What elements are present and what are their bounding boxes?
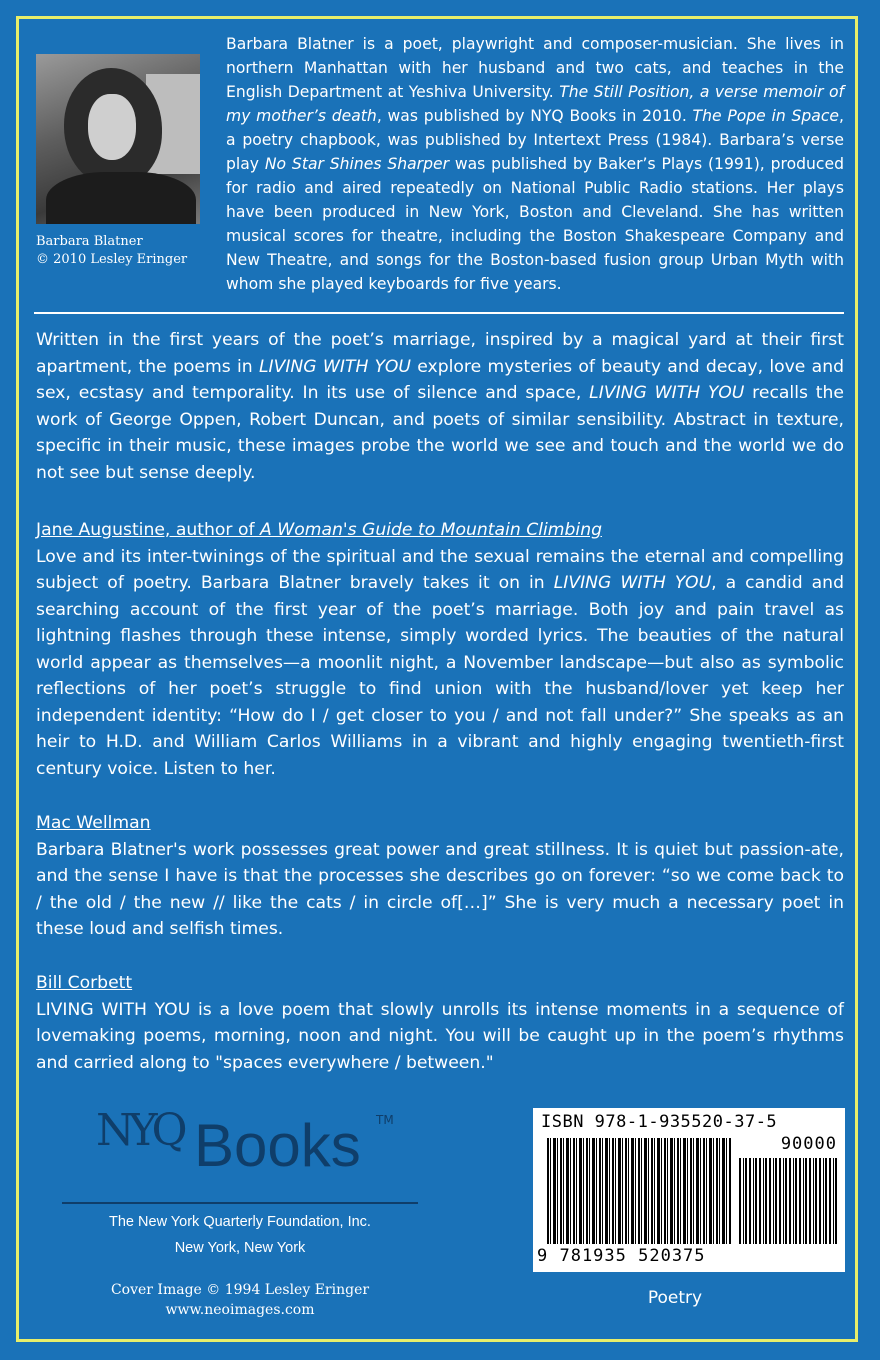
corbett-text: LIVING WITH YOU is a love poem that slowly unrolls its intense moments in a sequence of lovemaking poems, morning, noon and night. You will be caught up in the poem’s rhythms and carried along to "spaces everywhere / between." — [36, 999, 844, 1073]
cover-credit — [62, 1280, 418, 1320]
cover-image-credit: Cover Image © 1994 Lesley Eringer — [110, 1282, 370, 1298]
bio-text-3: , a poetry chapbook, was published by Intertext Press (1984). Barbara’s verse play — [226, 107, 844, 173]
bio-title-pope-in-space: The Pope in Space — [692, 107, 840, 125]
isbn-barcode — [533, 1108, 845, 1272]
logo-nyq-mark: NYQ — [96, 1105, 182, 1156]
photo-caption-credit: © 2010 Lesley Eringer — [36, 252, 188, 267]
description-text-3: recalls the work of George Oppen, Robert Duncan, and poets of similar sensibility. Abstract in texture, specific in their music, these images probe the world we see and touch and the world we do not see but sense deeply. — [36, 383, 844, 483]
description-title-2: LIVING WITH YOU — [589, 383, 745, 403]
publisher-foundation: The New York Quarterly Foundation, Inc. — [109, 1214, 371, 1230]
augustine-title: LIVING WITH YOU — [553, 573, 712, 593]
logo-books-text: Books — [194, 1112, 361, 1179]
augustine-author-prefix: Jane Augustine, author of — [36, 520, 260, 540]
logo-divider — [62, 1202, 418, 1204]
barcode-digits: 9 781935 520375 — [537, 1246, 706, 1266]
barcode-addon-bars — [739, 1158, 837, 1244]
wellman-text: Barbara Blatner's work possesses great power and great stillness. It is quiet but passion-ate, and the sense I have is that the processes she describes go on forever: “so we come back to / the old / the new // like the cats / in circle of[…]” She is very much a necessary poet in these loud and selfish times. — [36, 839, 844, 939]
barcode-addon-number: 90000 — [780, 1134, 837, 1154]
photo-caption — [36, 233, 187, 269]
cover-website: www.neoimages.com — [165, 1302, 315, 1318]
bio-divider — [34, 312, 844, 314]
author-photo — [36, 54, 200, 224]
book-description — [36, 327, 844, 486]
description-text-1: Written in the first years of the poet’s marriage, inspired by a magical yard at their first apartment, the poems in — [36, 330, 844, 377]
publisher-city: New York, New York — [174, 1240, 306, 1256]
nyq-books-logo — [96, 1105, 416, 1195]
blurb-author-corbett: Bill Corbett — [36, 973, 133, 993]
isbn-label: ISBN 978-1-935520-37-5 — [541, 1112, 778, 1132]
photo-body — [46, 172, 196, 224]
blurb-wellman — [36, 810, 844, 943]
bio-title-no-star: No Star Shines Sharper — [264, 155, 449, 173]
bio-text-2: , was published by NYQ Books in 2010. — [376, 107, 693, 125]
description-title-1: LIVING WITH YOU — [258, 356, 411, 377]
author-bio — [226, 32, 844, 296]
photo-caption-name: Barbara Blatner — [36, 234, 143, 249]
book-category: Poetry — [647, 1288, 703, 1308]
blurb-corbett — [36, 970, 844, 1076]
bio-text-4: was published by Baker’s Plays (1991), produced for radio and aired repeatedly on National Public Radio stations. Her plays have been produced in New York, Boston and Cleveland. She has written musical scores for theatre, including the Boston Shakespeare Company and New Theatre, and songs for the Boston-based fusion group Urban Myth with whom she played keyboards for five years. — [226, 155, 844, 293]
photo-face — [88, 94, 136, 160]
blurb-augustine — [36, 517, 844, 782]
description-text-2: explore mysteries of beauty and decay, love and sex, ecstasy and temporality. In its use of silence and space, — [36, 356, 844, 403]
barcode-main-bars — [547, 1138, 731, 1244]
augustine-author-book: A Woman's Guide to Mountain Climbing — [259, 520, 602, 540]
augustine-text-1: Love and its inter-twinings of the spiritual and the sexual remains the eternal and compelling subject of poetry. Barbara Blatner bravely takes it on in — [36, 546, 844, 593]
blurb-author-wellman: Mac Wellman — [36, 813, 151, 833]
bio-title-still-position: The Still Position, a verse memoir of my mother’s death — [226, 83, 844, 125]
blurb-author-augustine — [36, 517, 844, 544]
augustine-text-2: , a candid and searching account of the first year of the poet’s marriage. Both joy and pain travel as lightning flashes through these intense, simply worded lyrics. The beauties of the natural world appear as themselves—a moonlit night, a November landscape—but also as symbolic reflections of her poet’s struggle to find union with the husband/lover yet keep her independent identity: “How do I / get closer to you / and not fall under?” She speaks as an heir to H.D. and William Carlos Williams in a vibrant and highly engaging twentieth-first century voice. Listen to her. — [36, 573, 844, 779]
logo-trademark: TM — [376, 1113, 394, 1127]
bio-text-1: Barbara Blatner is a poet, playwright and composer-musician. She lives in northern Manhattan with her husband and two cats, and teaches in the English Department at Yeshiva University. — [226, 35, 844, 101]
